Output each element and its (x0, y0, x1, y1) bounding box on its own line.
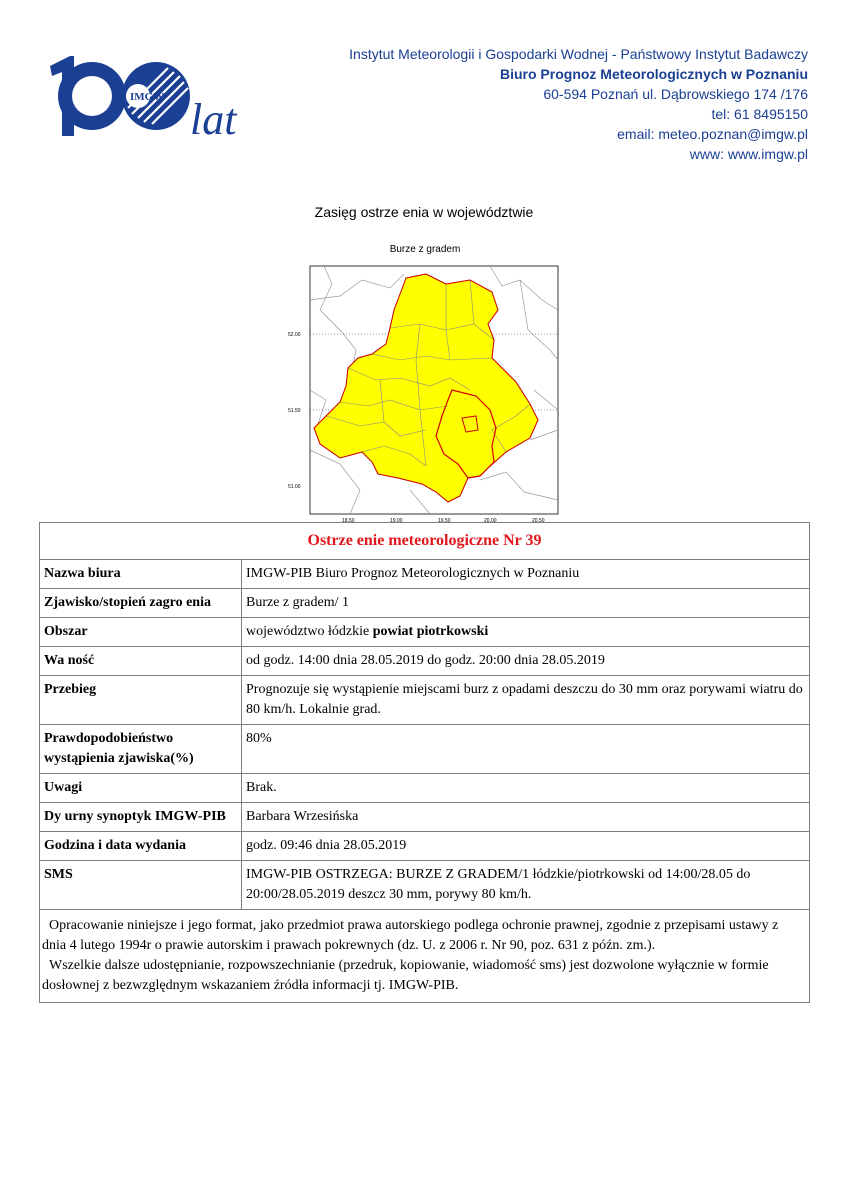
table-row (40, 647, 810, 676)
table-row (40, 774, 810, 803)
table-row (40, 803, 810, 832)
copyright-notice (40, 910, 810, 1003)
row-value: Prognozuje się wystąpienie miejscami burz z opadami deszczu do 30 mm oraz porywami wiatru do 80 km/h. Lokalnie grad. (242, 676, 810, 725)
row-value-area (242, 618, 810, 647)
table-row (40, 725, 810, 774)
svg-text:20.00: 20.00 (484, 518, 497, 524)
copyright-paragraph-1: Opracowanie niniejsze i jego format, jako przedmiot prawa autorskiego podlega ochronie prawnej, zgodnie z przepisami ustawy z dnia 4 lutego 1994r o prawie autorskim i prawach pokrewnych (dz. U. z 2006 r. Nr 90, poz. 631 z późn. zm.). (42, 918, 779, 953)
svg-text:20.50: 20.50 (532, 518, 545, 524)
row-value: Brak. (242, 774, 810, 803)
svg-text:52.00: 52.00 (288, 332, 301, 338)
row-label: Dy urny synoptyk IMGW-PIB (40, 803, 242, 832)
row-label: SMS (40, 861, 242, 910)
institute-address (349, 44, 808, 164)
row-value: godz. 09:46 dnia 28.05.2019 (242, 832, 810, 861)
office-name: Biuro Prognoz Meteorologicznych w Poznaniu (499, 66, 808, 82)
warning-area-map (280, 240, 570, 524)
map-subtitle: Burze z gradem (389, 244, 461, 255)
row-label: Obszar (40, 618, 242, 647)
area-voivodeship: województwo łódzkie (246, 624, 370, 639)
email[interactable]: email: meteo.poznan@imgw.pl (617, 126, 808, 142)
imgw-100-lat-logo (44, 52, 260, 144)
copyright-paragraph-2: Wszelkie dalsze udostępnianie, rozpowszechnianie (przedruk, kopiowanie, wiadomość sms) jest dozwolone wyłącznie w formie dosłownej z bezwzględnym wskazaniem źródła informacji tj. IMGW-PIB. (42, 958, 769, 993)
svg-text:51.50: 51.50 (288, 408, 301, 414)
area-powiat: powiat piotrkowski (372, 624, 489, 639)
row-label: Zjawisko/stopień zagro enia (40, 589, 242, 618)
row-label: Uwagi (40, 774, 242, 803)
svg-text:18.50: 18.50 (342, 518, 355, 524)
table-row (40, 589, 810, 618)
row-label: Prawdopodobieństwo wystąpienia zjawiska(%) (40, 725, 242, 774)
table-row (40, 560, 810, 589)
table-row (40, 832, 810, 861)
warning-table (39, 522, 810, 1003)
institute-name: Instytut Meteorologii i Gospodarki Wodnej - Państwowy Instytut Badawczy (349, 46, 808, 62)
row-value: Burze z gradem/ 1 (242, 589, 810, 618)
svg-text:51.00: 51.00 (288, 484, 301, 490)
svg-text:IMGW: IMGW (130, 91, 165, 103)
row-label: Wa ność (40, 647, 242, 676)
logo-lat-text: lat (190, 95, 237, 144)
map-title: Zasięg ostrze enia w województwie (314, 204, 534, 220)
phone: tel: 61 8495150 (711, 106, 808, 122)
svg-text:19.00: 19.00 (390, 518, 403, 524)
postal-address: 60-594 Poznań ul. Dąbrowskiego 174 /176 (543, 86, 808, 102)
table-row (40, 676, 810, 725)
row-label: Godzina i data wydania (40, 832, 242, 861)
row-value: Barbara Wrzesińska (242, 803, 810, 832)
table-row (40, 861, 810, 910)
logo-graphic (44, 52, 260, 144)
table-row (40, 618, 810, 647)
row-value: IMGW-PIB OSTRZEGA: BURZE Z GRADEM/1 łódzkie/piotrkowski od 14:00/28.05 do 20:00/28.05.2019 deszcz 30 mm, porywy 80 km/h. (242, 861, 810, 910)
row-value: od godz. 14:00 dnia 28.05.2019 do godz. 20:00 dnia 28.05.2019 (242, 647, 810, 676)
row-value: IMGW-PIB Biuro Prognoz Meteorologicznych w Poznaniu (242, 560, 810, 589)
row-value: 80% (242, 725, 810, 774)
row-label: Nazwa biura (40, 560, 242, 589)
svg-text:19.50: 19.50 (438, 518, 451, 524)
row-label: Przebieg (40, 676, 242, 725)
website[interactable]: www: www.imgw.pl (689, 146, 808, 162)
warning-title: Ostrze enie meteorologiczne Nr 39 (40, 523, 810, 560)
